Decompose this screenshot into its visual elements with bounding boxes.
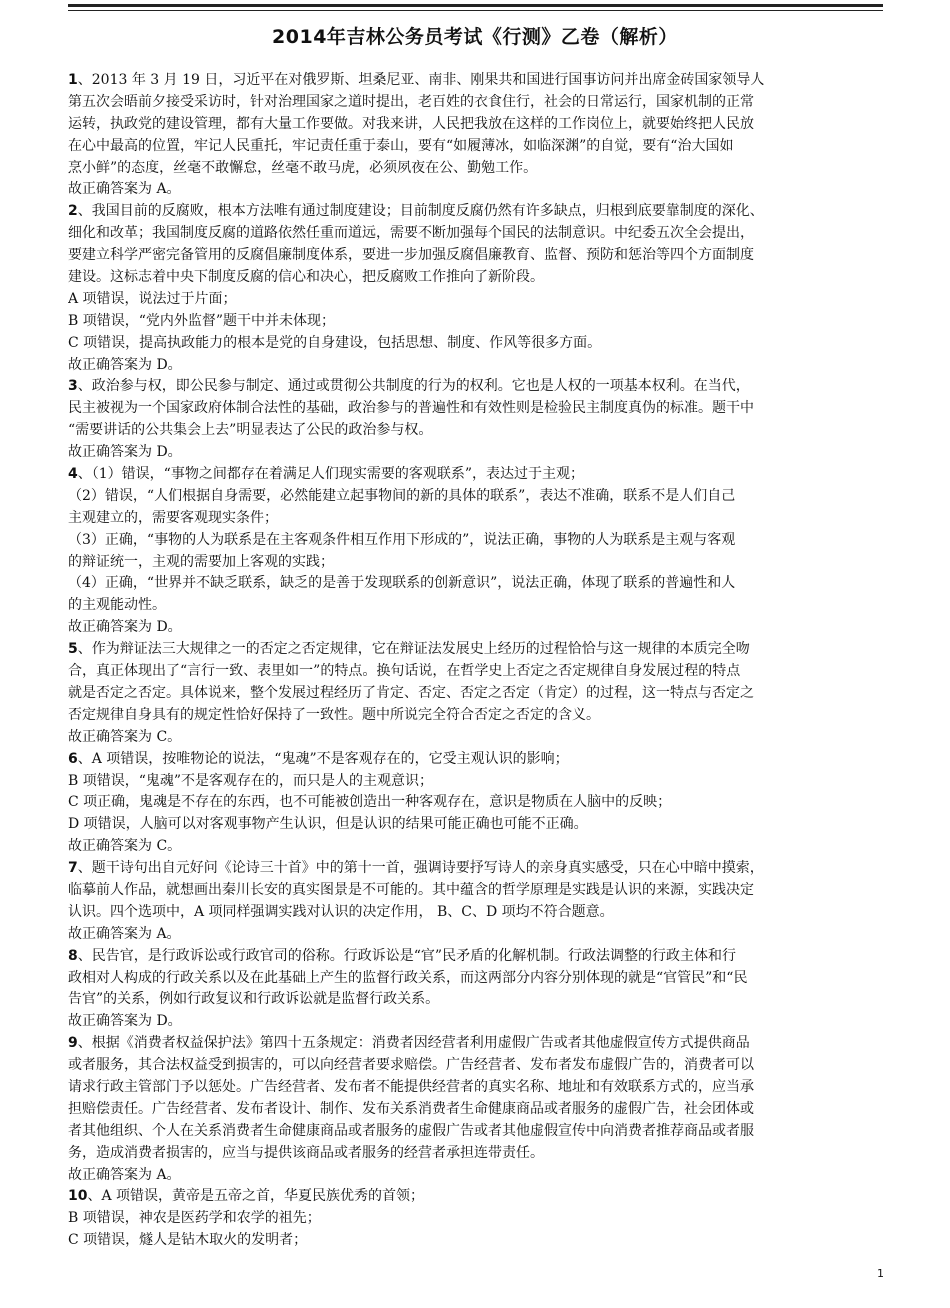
text-line [68,1165,883,1187]
line-text: 、根据《消费者权益保护法》第四十五条规定：消费者因经营者利用虚假广告或者其他虚假宣传方式提供商品 [77,1035,750,1052]
text-line [68,880,883,902]
line-text: 故正确答案为 C。 [68,838,182,855]
text-line [68,486,883,508]
text-line [68,1055,883,1077]
question-number: 10 [68,1188,88,1205]
line-text: 就是否定之否定。具体说来，整个发展过程经历了肯定、否定、否定之否定（肯定）的过程，这一特点与否定之 [68,684,754,701]
text-line [68,92,883,114]
line-text: 、（1）错误，“事物之间都存在着满足人们现实需要的客观联系”，表达过于主观； [77,466,584,483]
line-text: 否定规律自身具有的规定性恰好保持了一致性。题中所说完全符合否定之否定的含义。 [68,706,600,723]
line-text: 合，真正体现出了“言行一致、表里如一”的特点。换句话说，在哲学史上否定之否定规律自身发展过程的特点 [68,663,741,680]
text-line [68,70,883,92]
line-text: 的辩证统一，主观的需要加上客观的实践； [68,553,334,570]
text-line [68,771,883,793]
question-number: 6 [68,750,78,767]
line-text: 、民告官，是行政诉讼或行政官司的俗称。行政诉讼是“官”民矛盾的化解机制。行政法调整的行政主体和行 [77,947,737,964]
line-text: （4）正确，“世界并不缺乏联系，缺乏的是善于发现联系的创新意识”，说法正确，体现了联系的普遍性和人 [68,575,736,592]
text-line [68,1099,883,1121]
text-line [68,1186,883,1208]
text-line [68,924,883,946]
text-line [68,201,883,223]
line-text: 故正确答案为 C。 [68,728,182,745]
question-number: 5 [68,641,78,658]
text-line [68,683,883,705]
line-text: 运转，执政党的建设管理，都有大量工作要做。对我来讲，人民把我放在这样的工作岗位上，就要始终把人民放 [68,115,754,132]
text-line [68,508,883,530]
text-line [68,1143,883,1165]
line-text: 故正确答案为 D。 [68,444,182,461]
text-line [68,114,883,136]
line-text: （2）错误，“人们根据自身需要，必然能建立起事物间的新的具体的联系”，表达不准确，联系不是人们自己 [68,487,736,504]
line-text: 的主观能动性。 [68,597,166,614]
text-line [68,1121,883,1143]
text-line [68,355,883,377]
text-line [68,333,883,355]
text-line [68,573,883,595]
text-line [68,639,883,661]
text-line [68,464,883,486]
line-text: 临摹前人作品，就想画出秦川长安的真实图景是不可能的。其中蕴含的哲学原理是实践是认识的来源，实践决定 [68,881,754,898]
header-rule-thick [68,4,883,7]
text-line [68,442,883,464]
line-text: 民主被视为一个国家政府体制合法性的基础，政治参与的普遍性和有效性则是检验民主制度真伪的标准。题干中 [68,400,754,417]
line-text: 或者服务，其合法权益受到损害的，可以向经营者要求赔偿。广告经营者、发布者发布虚假广告的，消费者可以 [68,1057,754,1074]
line-text: 、A 项错误，黄帝是五帝之首，华夏民族优秀的首领； [87,1188,425,1205]
question-number: 1 [68,72,78,88]
line-text: 、我国目前的反腐败，根本方法唯有通过制度建设；目前制度反腐仍然有许多缺点，归根到底要靠制度的深化、 [77,203,764,220]
line-text: 担赔偿责任。广告经营者、发布者设计、制作、发布关系消费者生命健康商品或者服务的虚假广告，社会团体或 [68,1100,754,1117]
text-line [68,617,883,639]
line-text: 故正确答案为 D。 [68,356,182,373]
text-line [68,158,883,180]
text-line [68,1208,883,1230]
line-text: “需要讲话的公共集会上去”明显表达了公民的政治参与权。 [68,422,433,439]
text-line [68,245,883,267]
line-text: 务，造成消费者损害的，应当与提供该商品或者服务的经营者承担连带责任。 [68,1144,544,1161]
text-line [68,836,883,858]
text-line [68,223,883,245]
question-number: 4 [68,466,78,483]
question-number: 7 [68,860,78,877]
line-text: 、2013 年 3 月 19 日，习近平在对俄罗斯、坦桑尼亚、南非、刚果共和国进行国事访问并出席金砖国家领导人 [77,72,765,88]
line-text: D 项错误，人脑可以对客观事物产生认识，但是认识的结果可能正确也可能不正确。 [68,816,588,833]
line-text: B 项错误，“党内外监督”题干中并未体现； [68,312,336,329]
question-number: 8 [68,947,78,964]
line-text: 、政治参与权，即公民参与制定、通过或贯彻公共制度的行为的权利。它也是人权的一项基本权利。在当代， [77,378,750,395]
text-line [68,792,883,814]
text-line [68,398,883,420]
line-text: 要建立科学严密完备管用的反腐倡廉制度体系，要进一步加强反腐倡廉教育、监督、预防和惩治等四个方面制度 [68,247,754,264]
line-text: 建设。这标志着中央下制度反腐的信心和决心，把反腐败工作推向了新阶段。 [68,269,544,286]
line-text: C 项错误，燧人是钻木取火的发明者； [68,1232,308,1249]
line-text: 烹小鲜”的态度，丝毫不敢懈怠，丝毫不敢马虎，必须夙夜在公、勤勉工作。 [68,159,538,176]
text-line [68,1011,883,1033]
page-number: 1 [877,1267,884,1280]
line-text: 细化和改革；我国制度反腐的道路依然任重而道远，需要不断加强每个国民的法制意识。中纪委五次全会提出， [68,225,754,242]
text-line [68,727,883,749]
question-number: 2 [68,203,78,220]
line-text: （3）正确，“事物的人为联系是在主客观条件相互作用下形成的”，说法正确，事物的人为联系是主观与客观 [68,531,736,548]
text-line [68,661,883,683]
line-text: C 项错误，提高执政能力的根本是党的自身建设，包括思想、制度、作风等很多方面。 [68,334,602,351]
line-text: 政相对人构成的行政关系以及在此基础上产生的监督行政关系，而这两部分内容分别体现的就是“官管民”和“民 [68,969,748,986]
line-text: 第五次会晤前夕接受采访时，针对治理国家之道时提出，老百姓的衣食住行，社会的日常运行，国家机制的正常 [68,93,754,110]
text-line [68,705,883,727]
text-line [68,179,883,201]
text-line [68,902,883,924]
text-line [68,376,883,398]
line-text: 请求行政主管部门予以惩处。广告经营者、发布者不能提供经营者的真实名称、地址和有效联系方式的，应当承 [68,1078,754,1095]
line-text: 认识。四个选项中，A 项同样强调实践对认识的决定作用， B、C、D 项均不符合题意。 [68,903,614,920]
question-number: 3 [68,378,78,395]
text-line [68,136,883,158]
text-line [68,530,883,552]
line-text: 告官”的关系，例如行政复议和行政诉讼就是监督行政关系。 [68,991,440,1008]
header-rule-thin [68,10,883,11]
text-line [68,267,883,289]
text-line [68,989,883,1011]
text-line [68,749,883,771]
line-text: C 项正确，鬼魂是不存在的东西，也不可能被创造出一种客观存在，意识是物质在人脑中的反映； [68,794,672,811]
line-text: 、题干诗句出自元好问《论诗三十首》中的第十一首，强调诗要抒写诗人的亲身真实感受，只在心中暗中摸索， [77,860,764,877]
text-line [68,1230,883,1252]
text-line [68,420,883,442]
text-line [68,595,883,617]
line-text: A 项错误，说法过于片面； [68,290,237,307]
question-number: 9 [68,1035,78,1052]
line-text: 故正确答案为 A。 [68,1166,181,1183]
text-line [68,968,883,990]
text-line [68,1077,883,1099]
line-text: 故正确答案为 D。 [68,1013,182,1030]
document-title: 2014年吉林公务员考试《行测》乙卷（解析） [272,26,678,48]
text-line [68,814,883,836]
line-text: B 项错误，“鬼魂”不是客观存在的，而只是人的主观意识； [68,772,434,789]
text-line [68,946,883,968]
line-text: 故正确答案为 A。 [68,181,181,198]
text-line [68,1033,883,1055]
line-text: B 项错误，神农是医药学和农学的祖先； [68,1210,321,1227]
line-text: 、A 项错误，按唯物论的说法，“鬼魂”不是客观存在的，它受主观认识的影响； [77,750,569,767]
line-text: 、作为辩证法三大规律之一的否定之否定规律，它在辩证法发展史上经历的过程恰恰与这一规律的本质完全吻 [77,641,750,658]
line-text: 在心中最高的位置，牢记人民重托，牢记责任重于泰山，要有“如履薄冰，如临深渊”的自觉，要有“治大国如 [68,137,734,154]
line-text: 故正确答案为 A。 [68,925,181,942]
text-line [68,552,883,574]
text-line [68,311,883,333]
line-text: 者其他组织、个人在关系消费者生命健康商品或者服务的虚假广告或者其他虚假宣传中向消费者推荐商品或者服 [68,1122,754,1139]
line-text: 主观建立的，需要客观现实条件； [68,509,278,526]
document-body [68,70,883,1252]
text-line [68,858,883,880]
line-text: 故正确答案为 D。 [68,619,182,636]
text-line [68,289,883,311]
